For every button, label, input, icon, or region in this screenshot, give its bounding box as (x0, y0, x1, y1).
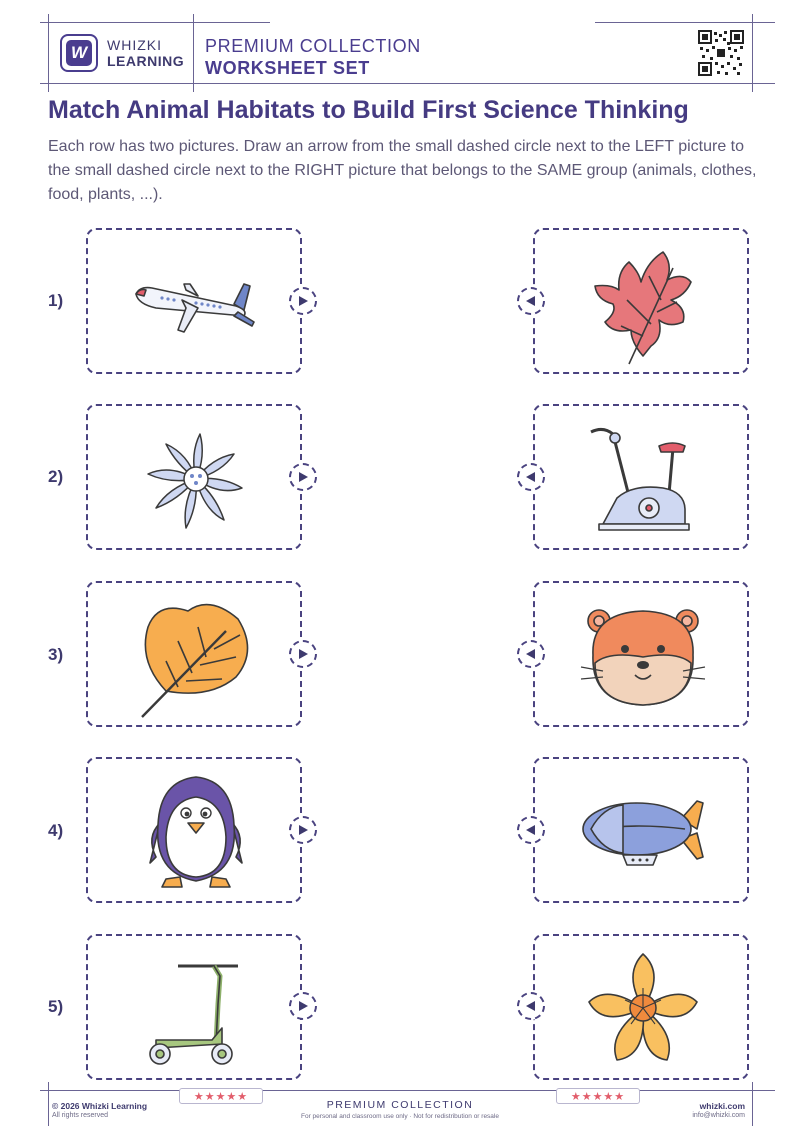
brand-line-2: LEARNING (107, 53, 185, 69)
right-connect-dot-3[interactable] (517, 640, 545, 668)
left-connect-dot-5[interactable] (289, 992, 317, 1020)
rating-stars-right: ★★★★★ (556, 1088, 640, 1104)
left-connect-dot-1[interactable] (289, 287, 317, 315)
left-card-2 (86, 404, 302, 550)
right-card-3 (533, 581, 749, 727)
header-frame-bottom (40, 83, 775, 84)
header-frame-divider (193, 14, 194, 92)
left-card-4 (86, 757, 302, 903)
scooter-icon (126, 944, 266, 1074)
header-frame-left (48, 14, 49, 92)
left-connect-dot-4[interactable] (289, 816, 317, 844)
arrow-right-icon (297, 295, 309, 307)
airplane-icon (126, 238, 266, 368)
header-frame-top-right (595, 22, 775, 23)
left-connect-dot-2[interactable] (289, 463, 317, 491)
arrow-right-icon (297, 824, 309, 836)
right-card-4 (533, 757, 749, 903)
left-card-3 (86, 581, 302, 727)
flower-icon (126, 414, 266, 544)
footer-frame-left (48, 1082, 49, 1126)
row-number-4: 4) (48, 821, 64, 840)
right-connect-dot-1[interactable] (517, 287, 545, 315)
arrow-right-icon (297, 1000, 309, 1012)
arrow-right-icon (297, 648, 309, 660)
worksheet-title: Match Animal Habitats to Build First Science Thinking (48, 96, 689, 124)
footer-collection-title: PREMIUM COLLECTION (326, 1099, 474, 1111)
header-frame-right (752, 14, 753, 92)
arrow-left-icon (525, 295, 537, 307)
collection-label (205, 35, 421, 79)
footer-email-link[interactable]: info@whizki.com (692, 1112, 745, 1119)
copyright-text: © 2026 Whizki Learning (52, 1101, 148, 1111)
right-connect-dot-2[interactable] (517, 463, 545, 491)
rights-text: All rights reserved (52, 1112, 109, 1119)
rating-stars-left: ★★★★★ (179, 1088, 263, 1104)
footer-usage-note: For personal and classroom use only · Not for redistribution or resale (301, 1113, 499, 1120)
brand-line-1: WHIZKI (107, 37, 162, 53)
yellow-flower-icon (573, 944, 713, 1074)
collection-line-1: PREMIUM COLLECTION (205, 36, 421, 56)
row-number-2: 2) (48, 467, 64, 486)
left-card-5 (86, 934, 302, 1080)
arrow-left-icon (525, 471, 537, 483)
right-connect-dot-4[interactable] (517, 816, 545, 844)
instructions: Each row has two pictures. Draw an arrow from the small dashed circle next to the LEFT picture to the small dashed circle next to the RIGHT picture that belongs to the SAME group (animals, clothes, food, plants, ...). (48, 138, 757, 203)
brand-name (107, 37, 184, 69)
arrow-left-icon (525, 1000, 537, 1012)
footer-copyright (52, 1101, 147, 1121)
arrow-left-icon (525, 824, 537, 836)
footer-contact (692, 1101, 745, 1121)
right-connect-dot-5[interactable] (517, 992, 545, 1020)
right-card-5 (533, 934, 749, 1080)
arrow-left-icon (525, 648, 537, 660)
collection-line-2: WORKSHEET SET (205, 58, 370, 78)
otter-face-icon (573, 591, 713, 721)
footer-site-link[interactable]: whizki.com (699, 1101, 745, 1111)
left-connect-dot-3[interactable] (289, 640, 317, 668)
footer-frame-right (752, 1082, 753, 1126)
blimp-icon (573, 767, 713, 897)
brand-logo (60, 34, 98, 72)
right-card-2 (533, 404, 749, 550)
arrow-right-icon (297, 471, 309, 483)
footer-frame-top (40, 1090, 775, 1091)
exercise-bike-icon (573, 414, 713, 544)
row-number-3: 3) (48, 645, 64, 664)
logo-letter: W (66, 40, 92, 66)
left-card-1 (86, 228, 302, 374)
header-frame-top-left (40, 22, 270, 23)
row-number-5: 5) (48, 997, 64, 1016)
qr-code-icon (697, 29, 745, 77)
penguin-icon (126, 767, 266, 897)
leaf-icon (126, 591, 266, 721)
footer-center (230, 1099, 570, 1123)
oak-leaf-icon (573, 238, 713, 368)
row-number-1: 1) (48, 291, 64, 310)
right-card-1 (533, 228, 749, 374)
